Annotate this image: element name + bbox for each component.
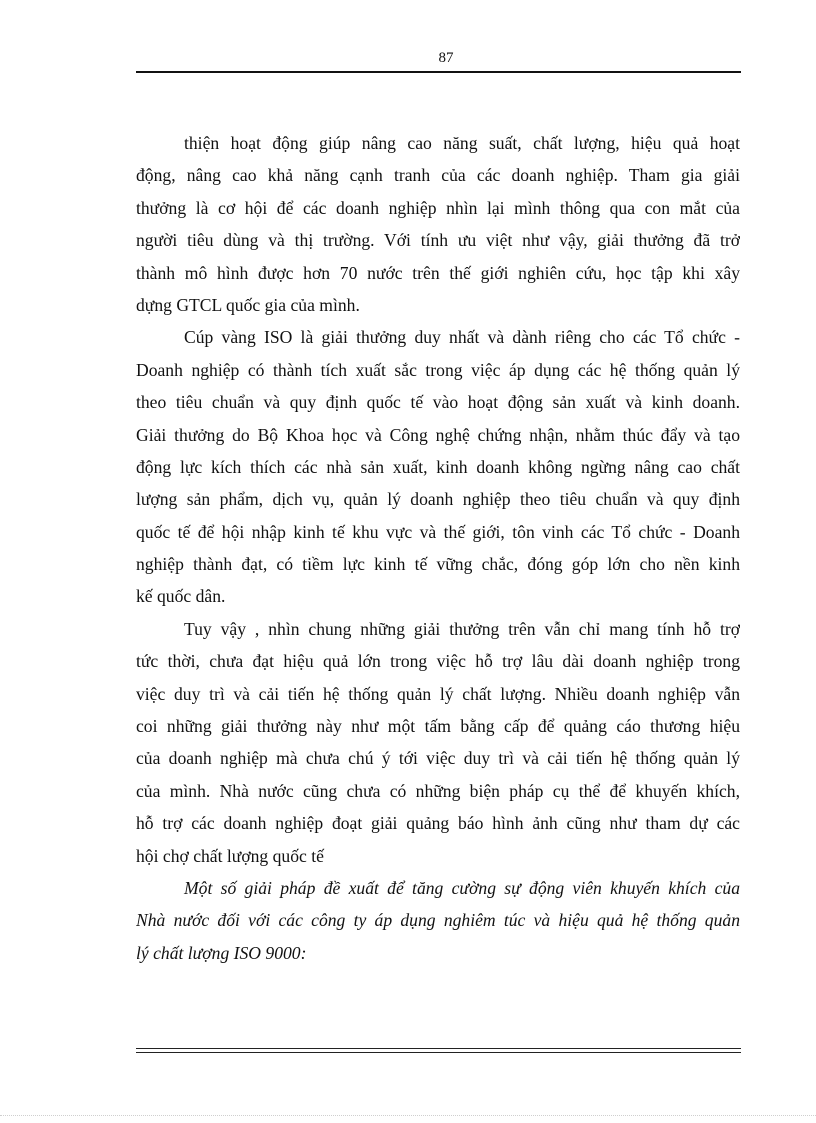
- text-line: quốc tế để hội nhập kinh tế khu vực và thế giới, tôn vinh các Tổ chức - Doanh: [136, 521, 740, 542]
- text-line: Tuy vậy , nhìn chung những giải thưởng trên vẫn chỉ mang tính hỗ trợ: [184, 618, 740, 639]
- text-line: nghiệp thành đạt, có tiềm lực kinh tế vững chắc, đóng góp lớn cho nền kinh: [136, 554, 740, 575]
- footer-double-rule: [136, 1048, 741, 1053]
- header-rule: [136, 71, 741, 73]
- text-line: việc duy trì và cải tiến hệ thống quản lý chất lượng. Nhiều doanh nghiệp vẫn: [136, 683, 740, 704]
- text-line: theo tiêu chuẩn và quy định quốc tế vào hoạt động sản xuất và kinh doanh.: [136, 392, 740, 413]
- page-bottom-dotted-edge: [0, 1115, 816, 1116]
- text-line: Cúp vàng ISO là giải thưởng duy nhất và dành riêng cho các Tổ chức -: [184, 327, 740, 348]
- text-line: của mình. Nhà nước cũng chưa có những biện pháp cụ thể để khuyến khích,: [136, 780, 740, 801]
- document-body: [136, 127, 740, 969]
- text-line: tức thời, chưa đạt hiệu quả lớn trong việc hỗ trợ lâu dài doanh nghiệp trong: [136, 651, 740, 672]
- text-line: hội chợ chất lượng quốc tế: [136, 845, 324, 866]
- text-line: động lực kích thích các nhà sản xuất, kinh doanh không ngừng nâng cao chất: [136, 456, 740, 477]
- text-line: Doanh nghiệp có thành tích xuất sắc trong việc áp dụng các hệ thống quản lý: [136, 359, 740, 380]
- text-line: thưởng là cơ hội để các doanh nghiệp nhìn lại mình thông qua con mắt của: [136, 197, 740, 218]
- text-line: của doanh nghiệp mà chưa chú ý tới việc duy trì và cải tiến hệ thống quản lý: [136, 748, 740, 769]
- text-line: Nhà nước đối với các công ty áp dụng nghiêm túc và hiệu quả hệ thống quản: [136, 910, 740, 931]
- text-line: lượng sản phẩm, dịch vụ, quản lý doanh nghiệp theo tiêu chuẩn và quy định: [136, 489, 740, 510]
- page-number: 87: [438, 50, 454, 66]
- paragraph-2: [136, 321, 740, 613]
- paragraph-italic-intro: [136, 872, 740, 969]
- text-line: coi những giải thưởng này như một tấm bằng cấp để quảng cáo thương hiệu: [136, 716, 740, 737]
- text-line: Giải thưởng do Bộ Khoa học và Công nghệ chứng nhận, nhằm thúc đẩy và tạo: [136, 424, 740, 445]
- text-line: thiện hoạt động giúp nâng cao năng suất, chất lượng, hiệu quả hoạt: [184, 133, 740, 153]
- text-line: thành mô hình được hơn 70 nước trên thế giới nghiên cứu, học tập khi xây: [136, 262, 740, 283]
- text-line: hỗ trợ các doanh nghiệp đoạt giải quảng báo hình ảnh cũng như tham dự các: [136, 813, 740, 834]
- text-line: kế quốc dân.: [136, 586, 226, 607]
- text-line: động, nâng cao khả năng cạnh tranh của các doanh nghiệp. Tham gia giải: [136, 165, 740, 186]
- text-line: lý chất lượng ISO 9000:: [136, 942, 307, 963]
- paragraph-1: [136, 127, 740, 321]
- paragraph-3: [136, 613, 740, 872]
- text-line: Một số giải pháp đề xuất để tăng cường sự động viên khuyến khích của: [184, 877, 740, 898]
- text-line: người tiêu dùng và thị trường. Với tính ưu việt như vậy, giải thưởng đã trở: [136, 230, 740, 251]
- text-line: dựng GTCL quốc gia của mình.: [136, 294, 360, 315]
